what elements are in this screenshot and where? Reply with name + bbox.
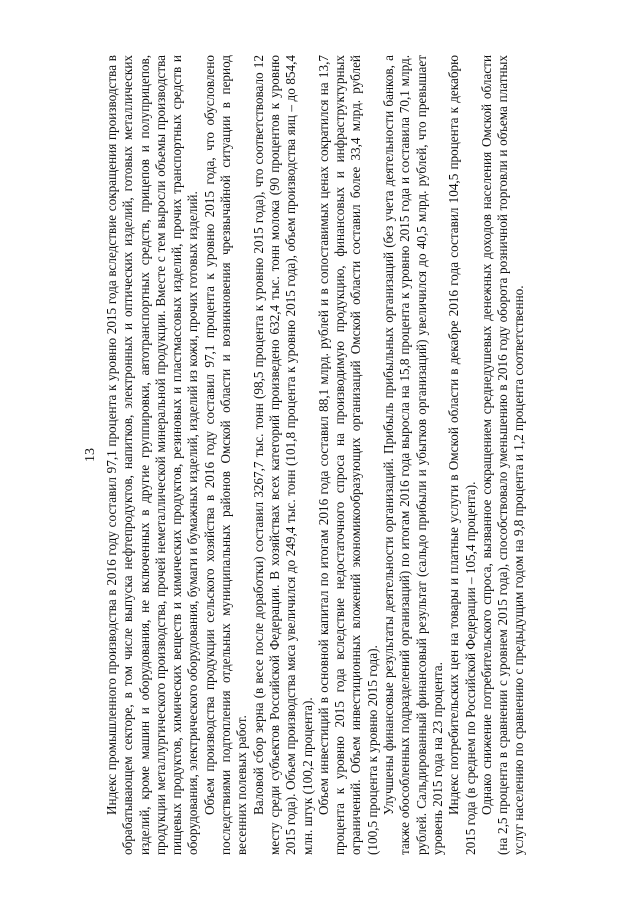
paragraph-consumer-demand: Однако снижение потребительского спроса, вызванное сокращением среднедушевых денежных доходов населения Омской области (на 2,5 процента в сравнении с уровнем 2015 года), способствовало уменьшению в 2016 году оборота розничной торговли и объема платных услуг населению по сравнению с предыдущим годом на 9,8 процента и 1,2 процента соответственно. [478,55,527,855]
paragraph-investment: Объем инвестиций в основной капитал по итогам 2016 года составил 88,1 млрд. рублей и в сопоставимых ценах сократился на 13,7 процента к уровню 2015 года вследствие недостаточного спроса на производимую продукцию, финансовых и инфраструктурных ограничений. Объем инвестиционных вложений экономикообразующих организаций Омской области составил более 33,4 млрд. рублей (100,5 процента к уровню 2015 года). [315,55,380,855]
paragraph-consumer-prices: Индекс потребительских цен на товары и платные услуги в Омской области в декабре 2016 года составил 104,5 процента к декабрю 2015 года (в среднем по Российской Федерации – 105,4 процента). [446,55,478,855]
paragraph-financial-results: Улучшены финансовые результаты деятельности организаций. Прибыль прибыльных организаций (без учета деятельности банков, а также обособленных подразделений организаций) по итогам 2016 года выросла на 15,8 процента к уровню 2015 года и составила 70,1 млрд. рублей. Сальдированный финансовый результат (сальдо прибыли и убытков организаций) увеличился до 40,5 млрд. рублей, что превышает уровень 2015 года на 23 процента. [381,55,445,855]
paragraph-harvest: Валовой сбор зерна (в весе после доработки) составил 3267,7 тыс. тонн (98,5 процента к уровню 2015 года), что соответствовало 12 месту среди субъектов Российской Федерации. В хозяйствах всех категорий произведено 632,4 тыс. тонн молока (90 процентов к уровню 2015 года). Объем производства мяса увеличился до 249,4 тыс. тонн (101,8 процента к уровню 2015 года), объем производства яиц – до 854,4 млн. штук (100,2 процента). [250,55,315,855]
body-text [104,55,528,855]
rotated-content [80,55,550,855]
paragraph-industrial-production: Индекс промышленного производства в 2016 году составил 97,1 процента к уровню 2015 года вследствие сокращения производства в обрабатывающем секторе, в том числе выпуска нефтепродуктов, напитков, электронных и оптических изделий, готовых металлических изделий, кроме машин и оборудования, не включенных в другие группировки, автотранспортных средств, прицепов и полуприцепов, продукции металлургического производства, прочей неметаллической минеральной продукции. Вместе с тем выросли объемы производства пищевых продуктов, химических веществ и химических продуктов, резиновых и пластмассовых изделий, прочих транспортных средств и оборудования, электрического оборудования, бумаги и бумажных изделий, изделий из кожи, прочих готовых изделий. [104,55,201,855]
page-number: 13 [83,448,98,462]
paragraph-agriculture: Объем производства продукции сельского хозяйства в 2016 году составил 97,1 процента к уровню 2015 года, что обусловлено последствиями подтопления отдельных муниципальных районов Омской области и возникновения чрезвычайной ситуации в период весенних полевых работ. [201,55,250,855]
